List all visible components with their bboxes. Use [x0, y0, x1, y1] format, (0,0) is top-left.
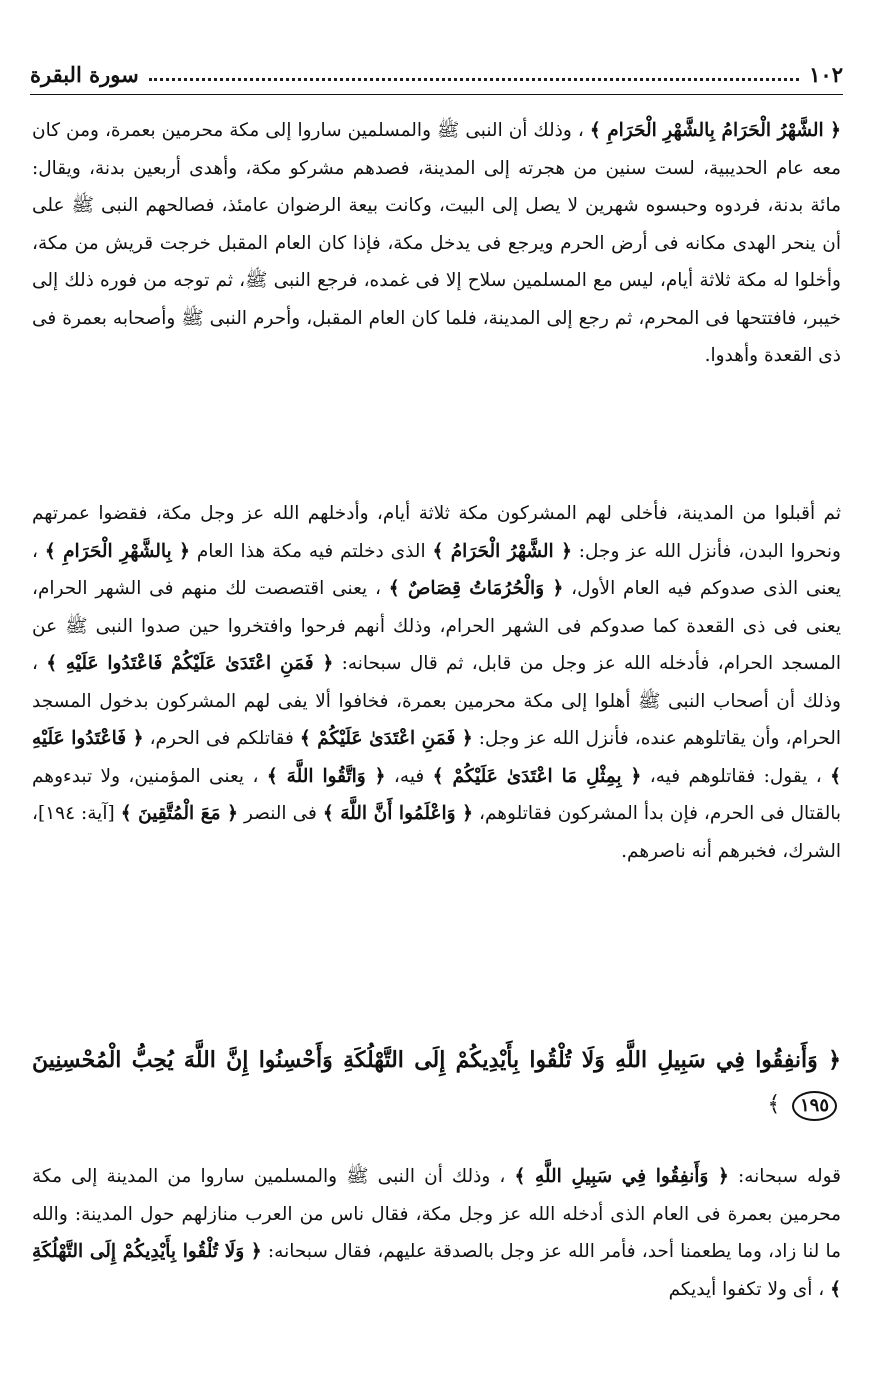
quran-quote: ﴿ فَمَنِ اعْتَدَىٰ عَلَيْكُمْ ﴾ — [299, 728, 473, 749]
commentary-text: قوله سبحانه: — [728, 1166, 841, 1187]
paragraph-2 — [32, 495, 841, 870]
header-rule — [30, 94, 843, 95]
verse-text: ﴿ وَأَنفِقُوا فِي سَبِيلِ اللَّهِ وَلَا تُلْقُوا بِأَيْدِيكُمْ إِلَى التَّهْلُكَةِ وَأَحْسِنُوا إِنَّ اللَّهَ يُحِبُّ الْمُحْسِنِينَ — [32, 1047, 841, 1073]
running-header — [30, 58, 843, 90]
commentary-text: فيه، — [385, 765, 433, 787]
quran-quote: ﴿ الشَّهْرُ الْحَرَامُ ﴾ — [432, 540, 572, 562]
paragraph-3 — [32, 1158, 841, 1308]
paragraph-1 — [32, 112, 841, 375]
commentary-text: ، أى ولا تكفوا أيديكم — [668, 1278, 831, 1300]
quran-quote: ﴿ وَاتَّقُوا اللَّهَ ﴾ — [266, 765, 386, 787]
commentary-text: ، يعنى المؤمنين، ولا تبدءوهم بالقتال فى الحرم، فإن بدأ المشركون فقاتلوهم، — [32, 765, 842, 824]
quran-quote: ﴿ وَأَنفِقُوا فِي سَبِيلِ اللَّهِ ﴾ — [514, 1166, 729, 1187]
verse-close-bracket: ﴾ — [767, 1092, 781, 1117]
quran-quote: ﴿ فَمَنِ اعْتَدَىٰ عَلَيْكُمْ فَاعْتَدُوا عَلَيْهِ ﴾ — [46, 653, 334, 674]
commentary-text: ، يقول: فقاتلوهم فيه، — [641, 765, 831, 787]
commentary-text: ، يعنى الذى صدوكم فيه العام الأول، — [32, 540, 841, 599]
quran-quote: ﴿ بِالشَّهْرِ الْحَرَامِ ﴾ — [44, 540, 190, 562]
commentary-text: ثم أقبلوا من المدينة، فأخلى لهم المشركون مكة ثلاثة أيام، وأدخلهم الله عز وجل مكة، فقضوا عمرتهم ونحروا البدن، فأنزل الله عز وجل: — [32, 503, 841, 562]
commentary-text: ، وذلك أن النبى ﷺ والمسلمين ساروا من المدينة إلى مكة محرمين بعمرة فى العام الذى أدخله الله عز وجل مكة، فقال ناس من العرب منازلهم حول المدينة: والله ما لنا زاد، وما يطعمنا أحد، فأمر الله عز وجل بالصدقة عليهم، فقال سبحانه: — [32, 1166, 841, 1262]
commentary-text: [آية: ١٩٤]، الشرك، فخبرهم أنه ناصرهم. — [32, 803, 841, 862]
quran-quote: ﴿ مَعَ الْمُتَّقِينَ ﴾ — [120, 803, 238, 824]
commentary-text: فى النصر — [237, 803, 323, 824]
ayah-number-marker: ١٩٥ — [792, 1091, 837, 1121]
quran-quote: ﴿ بِمِثْلِ مَا اعْتَدَىٰ عَلَيْكُمْ ﴾ — [432, 765, 642, 787]
quran-quote: ﴿ وَلَا تُلْقُوا بِأَيْدِيكُمْ إِلَى التَّهْلُكَةِ ﴾ — [32, 1241, 841, 1300]
commentary-text: ، يعنى اقتصصت لك منهم فى الشهر الحرام، يعنى فى ذى القعدة كما صدوكم فى الشهر الحرام، وذلك أنهم فرحوا وافتخروا حين صدوا النبى ﷺ عن المسجد الحرام، فأدخله الله عز وجل من قابل، ثم قال سبحانه: — [32, 578, 841, 674]
quran-quote: ﴿ وَاعْلَمُوا أَنَّ اللَّهَ ﴾ — [322, 803, 473, 824]
quran-quote: ﴿ وَالْحُرُمَاتُ قِصَاصٌ ﴾ — [388, 578, 564, 599]
quran-quote: ﴿ الشَّهْرُ الْحَرَامُ بِالشَّهْرِ الْحَرَامِ ﴾ — [589, 120, 842, 141]
quran-verse — [32, 1038, 841, 1127]
commentary-text: الذى دخلتم فيه مكة هذا العام — [189, 540, 433, 562]
quran-quote: ﴿ فَاعْتَدُوا عَلَيْهِ ﴾ — [32, 728, 841, 787]
commentary-text: فقاتلكم فى الحرم، — [143, 728, 300, 749]
surah-title: سورة البقرة — [30, 61, 139, 87]
commentary-text: ، وذلك أن أصحاب النبى ﷺ أهلوا إلى مكة محرمين بعمرة، فخافوا ألا يفى لهم المشركون بدخول المسجد الحرام، وأن يقاتلوهم عنده، فأنزل الله عز وجل: — [32, 653, 841, 749]
header-dot-leader — [149, 78, 799, 81]
commentary-text: ، وذلك أن النبى ﷺ والمسلمين ساروا إلى مكة محرمين بعمرة، ومن كان معه عام الحديبية، لست سنين من هجرته إلى المدينة، فصدهم مشركو مكة، وأهدى أربعين بدنة، ويقال: مائة بدنة، فردوه وحبسوه شهرين لا يصل إلى البيت، وكانت بيعة الرضوان عامئذ، فصالحهم النبى ﷺ على أن ينحر الهدى مكانه فى أرض الحرم ويرجع فى يدخل مكة، فإذا كان العام المقبل خرجت قريش من مكة، وأخلوا له مكة ثلاثة أيام، ليس مع المسلمين سلاح إلا فى غمده، فرجع النبى ﷺ، ثم توجه من فوره ذلك إلى خيبر، فافتتحها فى المحرم، ثم رجع إلى المدينة، فلما كان العام المقبل، وأحرم النبى ﷺ وأصحابه بعمرة فى ذى القعدة وأهدوا. — [32, 120, 841, 366]
page-number: ١٠٢ — [809, 61, 843, 87]
